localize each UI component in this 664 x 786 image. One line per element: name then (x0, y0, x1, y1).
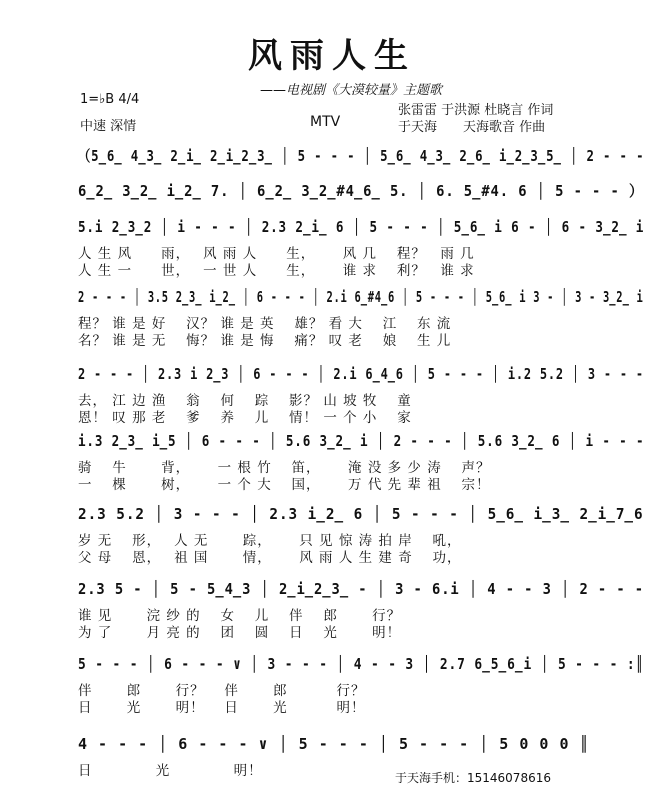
lyric-verse-1: 谁 见 浣 纱 的 女 儿 伴 郎 行？ (78, 608, 402, 624)
mtv-label: MTV (310, 114, 341, 130)
score-notes: 2 - - - │ 2.3 i 2̲3 │ 6 - - - │ 2.i 6̲4̲6 │ 5 - - - │ i.2 5.2 │ 3 - - - (78, 365, 644, 383)
score-notes: （5̲6̲ 4̲3̲ 2̲i̲ 2̲i̲2̲3̲ │ 5 - - - │ 5̲6̲ 4̲3̲ 2̲6̲ i̲2̲3̲5̲ │ 2 - - - (78, 147, 645, 165)
lyricist-credit: 张雷雷 于洪源 杜晓言 作词 (398, 103, 554, 118)
lyric-verse-2: 恩！ 叹 那 老 爹 养 儿 情！ 一 个 小 家 (78, 410, 412, 426)
lyric-verse-1: 去， 江 边 渔 翁 何 踪 影？ 山 坡 牧 童 (78, 393, 412, 409)
score-notes: 5 - - - │ 6 - - - ∨ │ 3 - - - │ 4 - - 3 │ 2.7 6̲5̲6̲i │ 5 - - - :║ (78, 655, 645, 673)
lyric-verse-2: 名？ 谁 是 无 悔？ 谁 是 悔 痛？ 叹 老 娘 生 儿 (78, 333, 452, 349)
lyric-verse-2: 日 光 明！ 日 光 明！ (78, 700, 366, 716)
score-notes: i.3 2̲3̲ i̲5 │ 6 - - - │ 5.6 3̲2̲ i │ 2 - - - │ 5.6 3̲2̲ 6 │ i - - - (78, 432, 645, 450)
score-notes: 2.3 5.2 │ 3 - - - │ 2.3 i̲2̲ 6 │ 5 - - - │ 5̲6̲ i̲3̲ 2̲i̲7̲6 (78, 505, 644, 523)
score-notes: 2 - - - │ 3.5 2̲3̲ i̲2̲ │ 6 - - - │ 2.i 6̲#4̲6 │ 5 - - - │ 5̲6̲ i 3 - │ 3 - 3̲2̲ i (78, 288, 644, 306)
lyric-verse-1: 日 光 明！ (78, 763, 263, 779)
song-subtitle: ——电视剧《大漠较量》主题歌 (260, 83, 443, 98)
score-notes: 4 - - - │ 6 - - - ∨ │ 5 - - - │ 5 - - - │ 5 0 0 0 ║ (78, 735, 590, 753)
score-notes: 2.3 5 - │ 5 - 5̲4̲3 │ 2̲i̲2̲3̲ - │ 3 - 6.i │ 4 - - 3 │ 2 - - - (78, 580, 645, 598)
tempo-marking: 中速 深情 (80, 119, 137, 134)
lyric-verse-1: 人 生 风 雨， 风 雨 人 生， 风 几 程？ 雨 几 (78, 246, 475, 262)
key-signature: 1=♭B 4/4 (80, 92, 140, 107)
lyric-verse-1: 岁 无 形， 人 无 踪， 只 见 惊 涛 拍 岸 吼， (78, 533, 462, 549)
contact-footer: 于天海手机：15146078616 (395, 771, 551, 785)
lyric-verse-2: 父 母 恩， 祖 国 情， 风 雨 人 生 建 奇 功， (78, 550, 462, 566)
lyric-verse-1: 伴 郎 行？ 伴 郎 行？ (78, 683, 366, 699)
score-notes: 6̲2̲ 3̲2̲ i̲2̲ 7. │ 6̲2̲ 3̲2̲#4̲6̲ 5. │ 6. 5̲#4. 6 │ 5 - - - ） (78, 182, 644, 200)
lyric-verse-2: 为 了 月 亮 的 团 圆 日 光 明！ (78, 625, 402, 641)
composer-credit: 于天海 天海歌音 作曲 (398, 120, 546, 135)
lyric-verse-1: 骑 牛 背， 一 根 竹 笛， 淹 没 多 少 涛 声？ (78, 460, 491, 476)
score-notes: 5.i 2̲3̲2 │ i - - - │ 2.3 2̲i̲ 6 │ 5 - - - │ 5̲6̲ i 6 - │ 6 - 3̲2̲ i (78, 218, 645, 236)
song-title: 风雨人生 (248, 36, 416, 76)
lyric-verse-1: 程？ 谁 是 好 汉？ 谁 是 英 雄？ 看 大 江 东 流 (78, 316, 452, 332)
lyric-verse-2: 一 棵 树， 一 个 大 国， 万 代 先 辈 祖 宗！ (78, 477, 491, 493)
lyric-verse-2: 人 生 一 世， 一 世 人 生， 谁 求 利？ 谁 求 (78, 263, 475, 279)
